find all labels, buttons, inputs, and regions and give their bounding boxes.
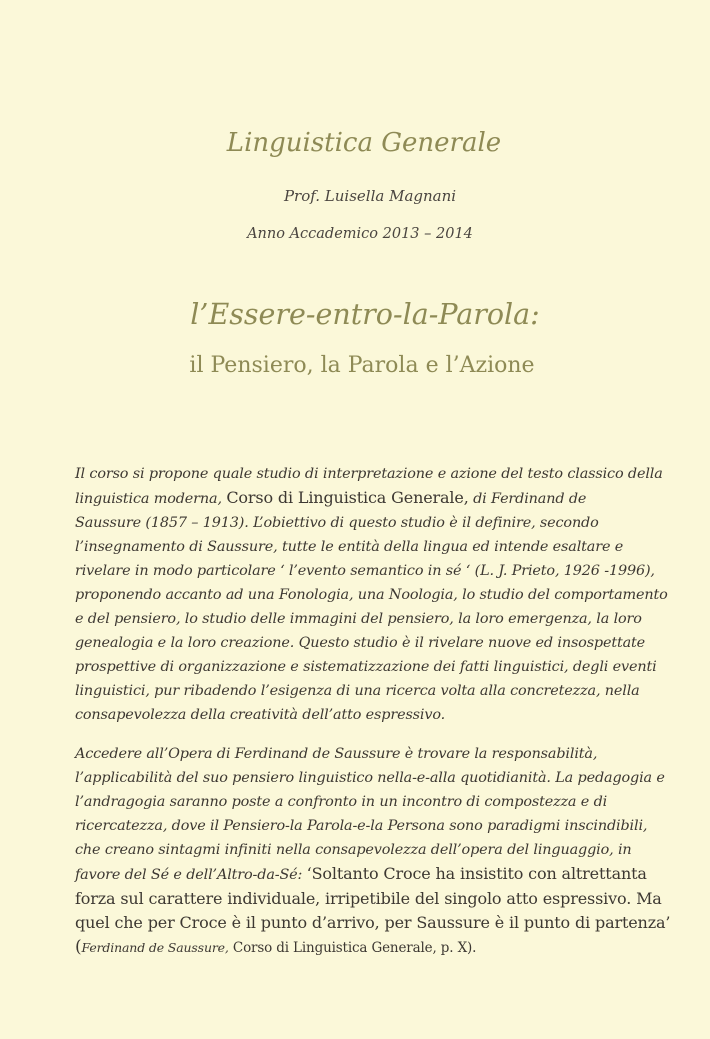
text-line: l’insegnamento di Saussure, tutte le entità della lingua ed intende esaltare e [75, 539, 624, 555]
text-line: ricercatezza, dove il Pensiero-la Parola-e-la Persona sono paradigmi inscindibili, [75, 818, 648, 834]
text-line: l’andragogia saranno poste a confronto in un incontro di compostezza e di [75, 794, 608, 810]
text-line [75, 862, 655, 887]
text-span: linguistica moderna, [75, 491, 227, 507]
academic-year: Anno Accademico 2013 – 2014 [247, 226, 473, 242]
citation-paren: ( [75, 937, 82, 957]
text-span: di Ferdinand de [468, 491, 587, 507]
text-line [75, 486, 655, 511]
text-line: genealogia e la loro creazione. Questo studio è il rivelare nuove ed insospettate [75, 635, 646, 651]
text-line: linguistici, pur ribadendo l’esigenza di una ricerca volta alla concretezza, nella [75, 683, 640, 699]
paragraph-course-description [75, 462, 668, 727]
book-title: Corso di Linguistica Generale, [226, 488, 469, 507]
text-line: proponendo accanto ad una Fonologia, una Noologia, lo studio del comportamento [75, 587, 668, 603]
text-line: Saussure (1857 – 1913). L’obiettivo di questo studio è il definire, secondo [75, 515, 599, 531]
text-span: favore del Sé e dell’Altro-da-Sé: [75, 867, 307, 883]
text-line: rivelare in modo particolare ‘ l’evento semantico in sé ‘ (L. J. Prieto, 1926 -1996), [75, 563, 655, 579]
professor-name: Prof. Luisella Magnani [283, 187, 457, 205]
text-line: Accedere all’Opera di Ferdinand de Saussure è trovare la responsabilità, [75, 746, 598, 762]
citation-source: Corso di Linguistica Generale, p. X). [228, 940, 477, 956]
paragraph-saussure [75, 742, 671, 960]
text-line: e del pensiero, lo studio delle immagini del pensiero, la loro emergenza, la loro [75, 611, 642, 627]
quote-text: ‘Soltanto Croce ha insistito con altrettanta [306, 864, 647, 883]
citation-author: Ferdinand de Saussure, [81, 940, 229, 955]
quote-text: quel che per Croce è il punto d’arrivo, per Saussure è il punto di partenza’ [75, 913, 671, 932]
text-line: che creano sintagmi infiniti nella consapevolezza dell’opera del linguaggio, in [75, 842, 632, 858]
text-line: consapevolezza della creatività dell’atto espressivo. [75, 707, 446, 723]
subtitle: il Pensiero, la Parola e l’Azione [189, 353, 535, 378]
quote-text: forza sul carattere individuale, irripetibile del singolo atto espressivo. Ma [75, 889, 662, 908]
citation [75, 935, 655, 960]
main-title: l’Essere-entro-la-Parola: [190, 298, 540, 331]
text-line: Il corso si propone quale studio di interpretazione e azione del testo classico della [75, 466, 663, 482]
text-line: prospettive di organizzazione e sistematizzazione dei fatti linguistici, degli eventi [75, 659, 657, 675]
course-title: Linguistica Generale [226, 128, 502, 158]
text-line: l’applicabilità del suo pensiero linguistico nella-e-alla quotidianità. La pedagogia e [75, 770, 665, 786]
